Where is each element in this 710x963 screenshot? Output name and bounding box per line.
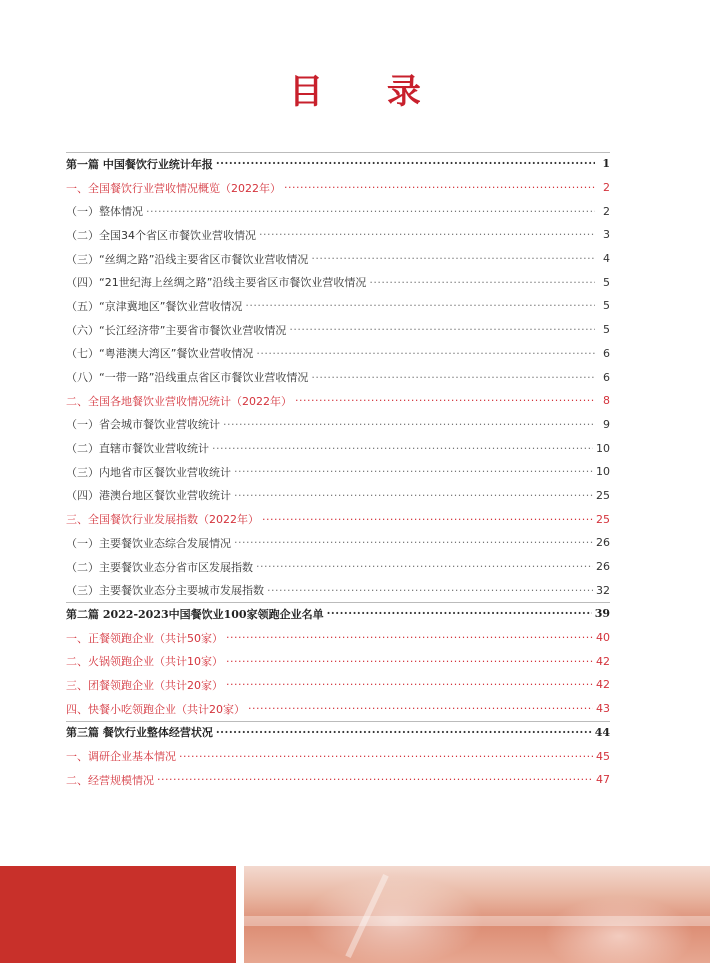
toc-entry-label: 二、全国各地餐饮业营收情况统计（2022年）: [66, 394, 292, 408]
toc-entry-label: （三）“丝绸之路”沿线主要省区市餐饮业营收情况: [66, 252, 309, 266]
toc-entry-label: （六）“长江经济带”主要省市餐饮业营收情况: [66, 323, 287, 337]
toc-entry[interactable]: [66, 649, 610, 673]
toc-entry[interactable]: [66, 270, 610, 294]
toc-leader-dots: [216, 726, 592, 739]
toc-leader-dots: [256, 347, 595, 360]
toc-entry-page: 25: [596, 488, 610, 502]
toc-entry[interactable]: [66, 247, 610, 271]
toc-leader-dots: [234, 465, 593, 478]
toc-entry-label: （二）主要餐饮业态分省市区发展指数: [66, 560, 253, 574]
toc-entry-page: 5: [603, 275, 610, 289]
toc-entry[interactable]: [66, 294, 610, 318]
toc-entry[interactable]: [66, 673, 610, 697]
toc-entry-page: 2: [603, 204, 610, 218]
toc-entry-page: 40: [596, 631, 610, 645]
toc-leader-dots: [262, 513, 593, 526]
toc-entry[interactable]: [66, 223, 610, 247]
toc-leader-dots: [311, 252, 595, 265]
toc-leader-dots: [212, 442, 593, 455]
light-band: [244, 916, 710, 926]
toc-entry-label: 一、正餐领跑企业（共计50家）: [66, 631, 223, 645]
section-divider: [66, 602, 610, 603]
toc-entry-label: （三）主要餐饮业态分主要城市发展指数: [66, 584, 264, 598]
toc-entry[interactable]: [66, 365, 610, 389]
toc-entry-label: （二）全国34个省区市餐饮业营收情况: [66, 228, 256, 242]
toc-entry[interactable]: [66, 626, 610, 650]
toc-leader-dots: [179, 750, 593, 763]
toc-entry-label: （五）“京津冀地区”餐饮业营收情况: [66, 299, 243, 313]
toc-entry-page: 42: [596, 678, 610, 692]
toc-leader-dots: [157, 773, 593, 786]
toc-leader-dots: [234, 489, 593, 502]
toc-entry-page: 10: [596, 441, 610, 455]
toc-entry-page: 9: [603, 417, 610, 431]
section-divider: [66, 152, 610, 153]
toc-entry-label: （四）“21世纪海上丝绸之路”沿线主要省区市餐饮业营收情况: [66, 276, 367, 290]
toc-entry-label: 一、调研企业基本情况: [66, 750, 176, 764]
toc-entry[interactable]: [66, 768, 610, 792]
toc-entry-page: 5: [603, 299, 610, 313]
toc-leader-dots: [146, 205, 595, 218]
toc-leader-dots: [216, 157, 595, 170]
section-divider: [66, 721, 610, 722]
toc-leader-dots: [369, 276, 595, 289]
toc-entry-label: （二）直辖市餐饮业营收统计: [66, 442, 209, 456]
toc-entry[interactable]: [66, 744, 610, 768]
toc-entry-page: 47: [596, 773, 610, 787]
page-title: 目 录: [289, 72, 447, 112]
toc-entry-page: 8: [603, 394, 610, 408]
toc-entry-label: 一、全国餐饮行业营收情况概览（2022年）: [66, 181, 281, 195]
toc-entry-page: 25: [596, 512, 610, 526]
toc-entry-label: 第一篇 中国餐饮行业统计年报: [66, 157, 213, 171]
toc-entry-label: （三）内地省市区餐饮业营收统计: [66, 465, 231, 479]
toc-leader-dots: [259, 228, 595, 241]
toc-part-entry[interactable]: [66, 721, 610, 745]
toc-leader-dots: [234, 536, 593, 549]
footer-photo-banner: [244, 866, 710, 963]
toc-entry-page: 26: [596, 560, 610, 574]
toc-entry[interactable]: [66, 578, 610, 602]
toc-leader-dots: [256, 560, 593, 573]
toc-entry-page: 42: [596, 654, 610, 668]
toc-entry[interactable]: [66, 176, 610, 200]
footer-red-block: [0, 866, 236, 963]
toc-entry-page: 45: [596, 749, 610, 763]
table-of-contents: [66, 152, 610, 792]
toc-entry[interactable]: [66, 413, 610, 437]
toc-entry-label: （四）港澳台地区餐饮业营收统计: [66, 489, 231, 503]
toc-entry-page: 39: [594, 607, 610, 621]
toc-entry[interactable]: [66, 318, 610, 342]
toc-entry-label: 第三篇 餐饮行业整体经营状况: [66, 726, 213, 740]
toc-part-entry[interactable]: [66, 152, 610, 176]
toc-entry-page: 26: [596, 536, 610, 550]
toc-entry[interactable]: [66, 697, 610, 721]
toc-entry-page: 3: [603, 228, 610, 242]
toc-entry-label: 二、经营规模情况: [66, 773, 154, 787]
toc-leader-dots: [327, 607, 592, 620]
toc-entry-label: 三、团餐领跑企业（共计20家）: [66, 678, 223, 692]
toc-entry-page: 43: [596, 702, 610, 716]
toc-entry-label: （七）“粤港澳大湾区”餐饮业营收情况: [66, 347, 254, 361]
toc-entry-page: 2: [603, 181, 610, 195]
toc-entry-page: 4: [603, 252, 610, 266]
toc-entry-page: 44: [594, 725, 610, 739]
toc-entry-label: （八）“一带一路”沿线重点省区市餐饮业营收情况: [66, 371, 309, 385]
toc-entry-page: 32: [596, 583, 610, 597]
toc-entry[interactable]: [66, 484, 610, 508]
toc-entry-label: 四、快餐小吃领跑企业（共计20家）: [66, 702, 245, 716]
toc-entry[interactable]: [66, 199, 610, 223]
toc-entry[interactable]: [66, 555, 610, 579]
toc-leader-dots: [226, 655, 593, 668]
toc-entry-page: 5: [603, 323, 610, 337]
toc-leader-dots: [226, 678, 593, 691]
toc-entry-label: 三、全国餐饮行业发展指数（2022年）: [66, 513, 259, 527]
toc-entry-label: 第二篇 2022-2023中国餐饮业100家领跑企业名单: [66, 607, 324, 621]
toc-leader-dots: [267, 584, 593, 597]
toc-entry[interactable]: [66, 342, 610, 366]
toc-leader-dots: [226, 631, 593, 644]
toc-entry-label: 二、火锅领跑企业（共计10家）: [66, 655, 223, 669]
toc-leader-dots: [223, 418, 595, 431]
toc-entry-page: 6: [603, 370, 610, 384]
toc-entry[interactable]: [66, 389, 610, 413]
toc-entry[interactable]: [66, 436, 610, 460]
toc-entry-label: （一）整体情况: [66, 205, 143, 219]
water-splash-highlight: [544, 896, 694, 963]
toc-entry-label: （一）主要餐饮业态综合发展情况: [66, 536, 231, 550]
toc-entry[interactable]: [66, 507, 610, 531]
toc-entry-label: （一）省会城市餐饮业营收统计: [66, 418, 220, 432]
toc-entry[interactable]: [66, 531, 610, 555]
toc-leader-dots: [295, 394, 595, 407]
toc-part-entry[interactable]: [66, 602, 610, 626]
toc-leader-dots: [284, 181, 595, 194]
toc-leader-dots: [289, 323, 595, 336]
toc-entry-page: 6: [603, 346, 610, 360]
toc-leader-dots: [248, 702, 593, 715]
toc-entry-page: 10: [596, 465, 610, 479]
toc-leader-dots: [245, 299, 595, 312]
toc-entry-page: 1: [602, 157, 610, 171]
toc-entry[interactable]: [66, 460, 610, 484]
toc-leader-dots: [311, 371, 595, 384]
